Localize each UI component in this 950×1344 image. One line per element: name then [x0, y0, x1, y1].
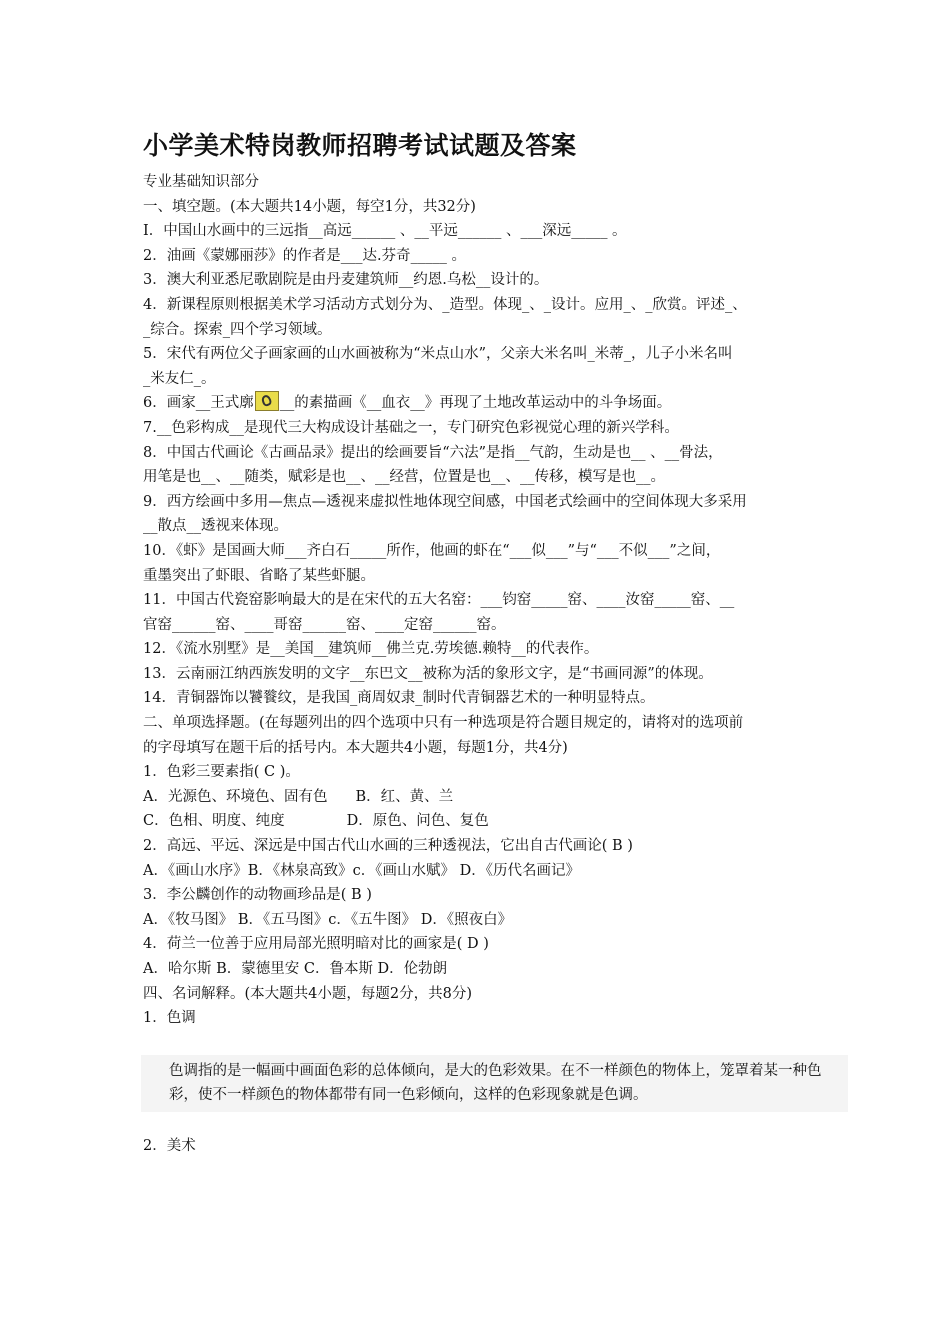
section-heading: 专业基础知识部分	[143, 174, 259, 190]
part-heading: 的字母填写在题干后的括号内。本大题共4小题，每题1分，共4分)	[143, 739, 568, 756]
question-text: 7.__色彩构成__是现代三大构成设计基础之一，专门研究色彩视觉心理的新兴学科。	[143, 419, 679, 436]
question-text: _米友仁_。	[143, 370, 216, 387]
question-text: _综合。探索_四个学习领域。	[143, 321, 332, 338]
question-text: 10．《虾》是国画大师___齐白石_____所作，他画的虾在“___似___”与“___不似___”之间，	[143, 542, 721, 559]
answer-options: A．哈尔斯 B．蒙德里安 C．鲁本斯 D．伦勃朗	[143, 961, 448, 977]
question-text: 1．色调	[143, 1010, 196, 1027]
edit-object-icon[interactable]	[255, 391, 279, 411]
option-b: B．红、黄、兰	[355, 788, 454, 805]
question-text: 5．宋代有两位父子画家画的山水画被称为“米点山水”，父亲大米名叫_米蒂_，儿子小米名叫	[143, 346, 733, 363]
question-text: 9．西方绘画中多用—焦点—透视来虚拟性地体现空间感，中国老式绘画中的空间体现大多采用	[143, 493, 747, 510]
question-text-before: 6．画家__王式廓	[143, 395, 254, 412]
question-text: 2．美术	[143, 1137, 196, 1154]
question-text: 4．新课程原则根据美术学习活动方式划分为、_造型。体现_、_设计。应用_、_欣赏。评述_、	[143, 296, 747, 313]
question-text: 3．李公麟创作的动物画珍品是( B )	[143, 887, 372, 904]
answer-options: A．《牧马图》 B．《五马图》c．《五牛图》 D．《照夜白》	[143, 911, 513, 928]
question-text: 4．荷兰一位善于应用局部光照明暗对比的画家是( D )	[143, 936, 489, 953]
answer-options: A．《画山水序》B．《林泉高致》c．《画山水赋》 D．《历代名画记》	[143, 862, 580, 879]
question-text: 8．中国古代画论《古画品录》提出的绘画要旨“六法”是指__气韵，生动是也__ 、__骨法，	[143, 444, 723, 461]
question-text: 14．青铜器饰以饕餮纹，是我国_商周奴隶_制时代青铜器艺术的一种明显特点。	[143, 690, 655, 707]
definition-paragraph: 色调指的是一幅画中画面色彩的总体倾向，是大的色彩效果。在不一样颜色的物体上，笼罩着某一种色彩，使不一样颜色的物体都带有同一色彩倾向，这样的色彩现象就是色调。	[141, 1055, 848, 1112]
question-text: __散点__透视来体现。	[143, 518, 288, 535]
question-text: 3．澳大利亚悉尼歌剧院是由丹麦建筑师__约恩.乌松__设计的。	[143, 272, 549, 289]
question-text: 12．《流水别墅》是__美国__建筑师__佛兰克.劳埃德.赖特__的代表作。	[143, 641, 599, 658]
answer-options	[143, 785, 848, 810]
question-text: 用笔是也__、__随类，赋彩是也__、__经营，位置是也__、__传移，模写是也__。	[143, 469, 665, 486]
question-text: 2．高远、平远、深远是中国古代山水画的三种透视法，它出自古代画论( B )	[143, 838, 633, 855]
part-heading: 四、名词解释。(本大题共4小题，每题2分，共8分)	[143, 985, 472, 1002]
document-title: 小学美术特岗教师招聘考试试题及答案	[143, 131, 577, 160]
question-text	[143, 391, 848, 416]
option-a: A．光源色、环境色、固有色	[143, 788, 328, 805]
question-text: 官窑______窑、____哥窑______窑、____定窑______窑。	[143, 616, 506, 633]
question-text: I．中国山水画中的三远指__高远______ 、__平远______ 、___深远_____ 。	[143, 223, 627, 240]
option-d: D．原色、问色、复色	[346, 813, 489, 830]
question-text: 重墨突出了虾眼、省略了某些虾腿。	[143, 567, 375, 584]
question-text: 1．色彩三要素指( C )。	[143, 764, 300, 781]
question-text: 13．云南丽江纳西族发明的文字__东巴文__被称为活的象形文字，是“书画同源”的体现。	[143, 665, 713, 682]
question-text: 11．中国古代瓷窑影响最大的是在宋代的五大名窑：___钧窑_____窑、____汝窑_____窑、__	[143, 592, 735, 609]
answer-options	[143, 809, 848, 834]
document-page	[143, 128, 848, 1159]
question-text: 2．油画《蒙娜丽莎》的作者是___达.芬奇_____ 。	[143, 247, 466, 264]
question-text-after: __的素描画《__血衣__》再现了土地改革运动中的斗争场面。	[279, 395, 672, 412]
part-heading: 一、填空题。(本大题共14小题，每空1分，共32分)	[143, 198, 476, 215]
option-c: C．色相、明度、纯度	[143, 813, 285, 830]
part-heading: 二、单项选择题。(在每题列出的四个选项中只有一种选项是符合题目规定的，请将对的选项前	[143, 715, 744, 732]
